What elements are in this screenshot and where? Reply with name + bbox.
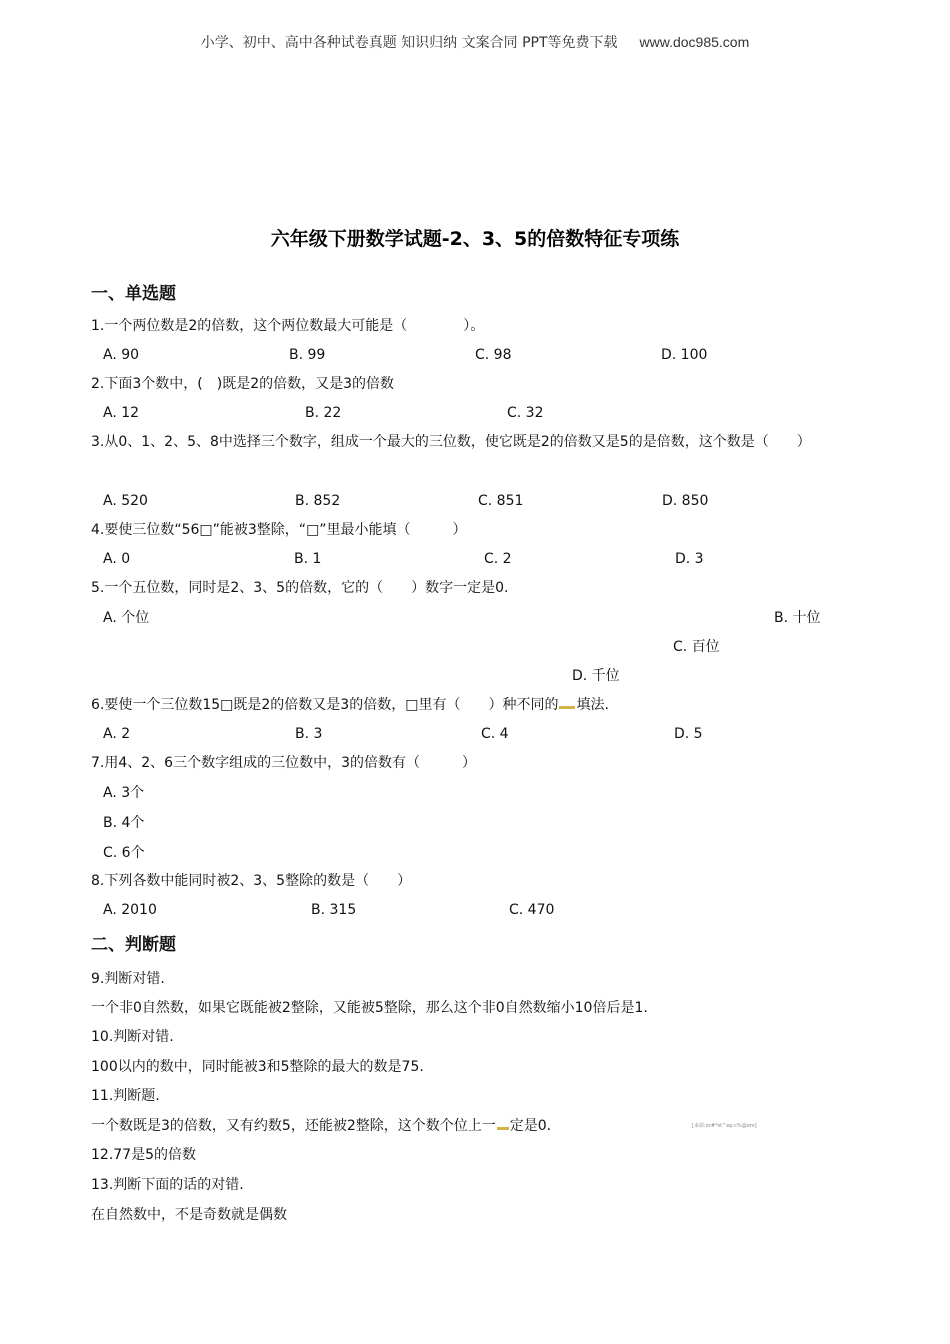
question-3: 3.从0、1、2、5、8中选择三个数字，组成一个最大的三位数，使它既是2的倍数又是5的是倍数，这个数是（ ） (91, 434, 811, 450)
q4-option-c: C. 2 (484, 551, 512, 567)
q5-option-b: B. 十位 (774, 610, 821, 626)
q11-text-part-2: 定是0. (509, 1118, 552, 1134)
question-4: 4.要使三位数“56□”能被3整除，“□”里最小能填（ ） (91, 522, 467, 538)
q11-statement (91, 1116, 551, 1136)
q11-text-part-1: 一个数既是3的倍数，又有约数5，还能被2整除，这个数个位上一 (91, 1118, 496, 1134)
q2-option-b: B. 22 (305, 405, 342, 421)
q10-statement: 100以内的数中，同时能被3和5整除的最大的数是75. (91, 1059, 424, 1075)
q1-option-a: A. 90 (103, 347, 140, 363)
q3-option-b: B. 852 (295, 493, 341, 509)
q4-option-b: B. 1 (294, 551, 322, 567)
question-8: 8.下列各数中能同时被2、3、5整除的数是（ ） (91, 873, 412, 889)
question-1: 1.一个两位数是2的倍数，这个两位数最大可能是（ ）。 (91, 318, 485, 334)
question-9: 9.判断对错. (91, 971, 165, 987)
page-header (0, 32, 950, 52)
header-tagline: 小学、初中、高中各种试卷真题 知识归纳 文案合同 PPT等免费下载 (200, 35, 618, 51)
q6-option-d: D. 5 (674, 726, 703, 742)
q3-option-d: D. 850 (662, 493, 709, 509)
q3-option-a: A. 520 (103, 493, 148, 509)
q9-statement: 一个非0自然数，如果它既能被2整除，又能被5整除，那么这个非0自然数缩小10倍后是1. (91, 1000, 648, 1016)
q8-option-b: B. 315 (311, 902, 357, 918)
q8-option-a: A. 2010 (103, 902, 157, 918)
q6-option-a: A. 2 (103, 726, 131, 742)
section-single-choice: 一、单选题 (91, 284, 176, 304)
q5-option-a: A. 个位 (103, 610, 150, 626)
document-title: 六年级下册数学试题-2、3、5的倍数特征专项练 (270, 228, 680, 250)
question-6 (91, 695, 609, 715)
question-7: 7.用4、2、6三个数字组成的三位数中，3的倍数有（ ） (91, 755, 476, 771)
q7-option-b: B. 4个 (103, 815, 145, 831)
question-10: 10.判断对错. (91, 1029, 174, 1045)
q4-option-d: D. 3 (675, 551, 704, 567)
source-watermark-text: [来源:zz#*st^ep.c%@om] (692, 1123, 757, 1129)
q6-text-part-1: 6.要使一个三位数15□既是2的倍数又是3的倍数，□里有（ ）种不同的 (91, 697, 559, 713)
highlight-mark (497, 1127, 509, 1130)
section-true-false: 二、判断题 (91, 935, 176, 955)
q2-option-c: C. 32 (507, 405, 544, 421)
q7-option-c: C. 6个 (103, 845, 145, 861)
question-5: 5.一个五位数，同时是2、3、5的倍数，它的（ ）数字一定是0. (91, 580, 509, 596)
question-13: 13.判断下面的话的对错. (91, 1177, 244, 1193)
highlight-mark (559, 706, 575, 709)
q3-option-c: C. 851 (478, 493, 524, 509)
q6-option-c: C. 4 (481, 726, 509, 742)
q1-option-c: C. 98 (475, 347, 512, 363)
q5-option-c: C. 百位 (673, 639, 720, 655)
question-11: 11.判断题. (91, 1088, 160, 1104)
q4-option-a: A. 0 (103, 551, 131, 567)
q1-option-b: B. 99 (289, 347, 326, 363)
q6-text-part-2: 填法. (576, 697, 609, 713)
q5-option-d: D. 千位 (572, 668, 620, 684)
q7-option-a: A. 3个 (103, 785, 145, 801)
q2-option-a: A. 12 (103, 405, 140, 421)
q6-option-b: B. 3 (295, 726, 323, 742)
q1-option-d: D. 100 (661, 347, 708, 363)
q13-statement: 在自然数中，不是奇数就是偶数 (91, 1207, 287, 1223)
header-site-link[interactable]: www.doc985.com (639, 34, 750, 50)
q8-option-c: C. 470 (509, 902, 555, 918)
question-12: 12.77是5的倍数 (91, 1147, 196, 1163)
question-2: 2.下面3个数中，( )既是2的倍数，又是3的倍数 (91, 376, 395, 392)
